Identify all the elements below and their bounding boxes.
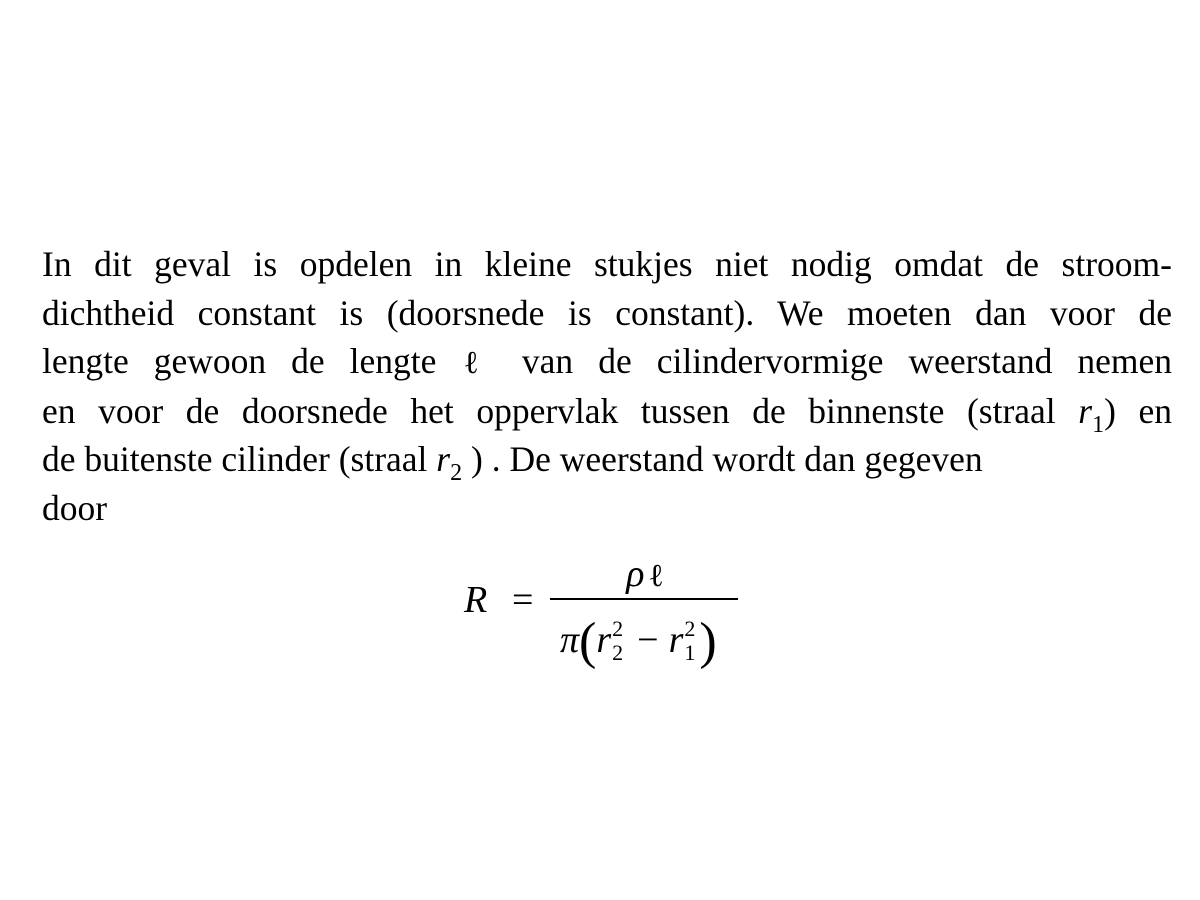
r1-indices	[683, 616, 699, 666]
numerator-rho: ρ	[626, 553, 645, 595]
r1-superscript: 2	[684, 616, 696, 642]
paragraph-line-5	[42, 435, 1172, 484]
line-5-text-b: ) . De weerstand wordt dan gegeven	[471, 439, 983, 479]
r2-subscript: 2	[612, 640, 624, 666]
line-4-text-b: ) en	[1104, 390, 1172, 431]
line-4-text-a: en voor de doorsnede het oppervlak tussen de binnenste (straal	[42, 390, 1056, 431]
body-paragraph	[42, 240, 1172, 532]
paragraph-line-6: door	[42, 487, 108, 528]
line-3-text-b: van de cilindervormige weerstand nemen	[521, 341, 1172, 381]
paragraph-line-3	[42, 337, 1172, 387]
fraction-bar	[550, 598, 738, 600]
resistance-formula	[460, 553, 750, 678]
r2-indices	[611, 616, 627, 666]
line-5-text-a: de buitenste cilinder (straal	[42, 439, 428, 479]
formula-equals: =	[512, 579, 534, 621]
denominator-r2: r	[596, 619, 612, 661]
numerator-ell: ℓ	[648, 556, 664, 594]
length-symbol: ℓ	[463, 343, 495, 381]
radius-variable-r2: r	[436, 439, 451, 479]
formula-lhs: R	[464, 579, 488, 621]
line-3-text-a: lengte gewoon de lengte	[42, 341, 437, 381]
radius-subscript-2: 2	[450, 460, 463, 486]
radius-subscript-1: 1	[1092, 411, 1105, 438]
paragraph-line-1: In dit geval is opdelen in kleine stukjes niet nodig omdat de stroom-	[42, 244, 1172, 284]
radius-variable-r1: r	[1078, 390, 1093, 431]
r2-superscript: 2	[612, 616, 624, 642]
denominator-pi: π	[560, 619, 580, 661]
r1-subscript: 1	[684, 640, 696, 666]
formula-numerator	[552, 552, 738, 596]
paragraph-line-4	[42, 387, 1172, 436]
denominator-open-paren: (	[579, 613, 597, 670]
paragraph-line-2: dichtheid constant is (doorsnede is constant). We moeten dan voor de	[42, 292, 1172, 333]
denominator-minus: −	[637, 619, 659, 661]
formula-denominator	[560, 612, 717, 671]
denominator-r1: r	[668, 619, 684, 661]
denominator-close-paren: )	[699, 613, 717, 670]
